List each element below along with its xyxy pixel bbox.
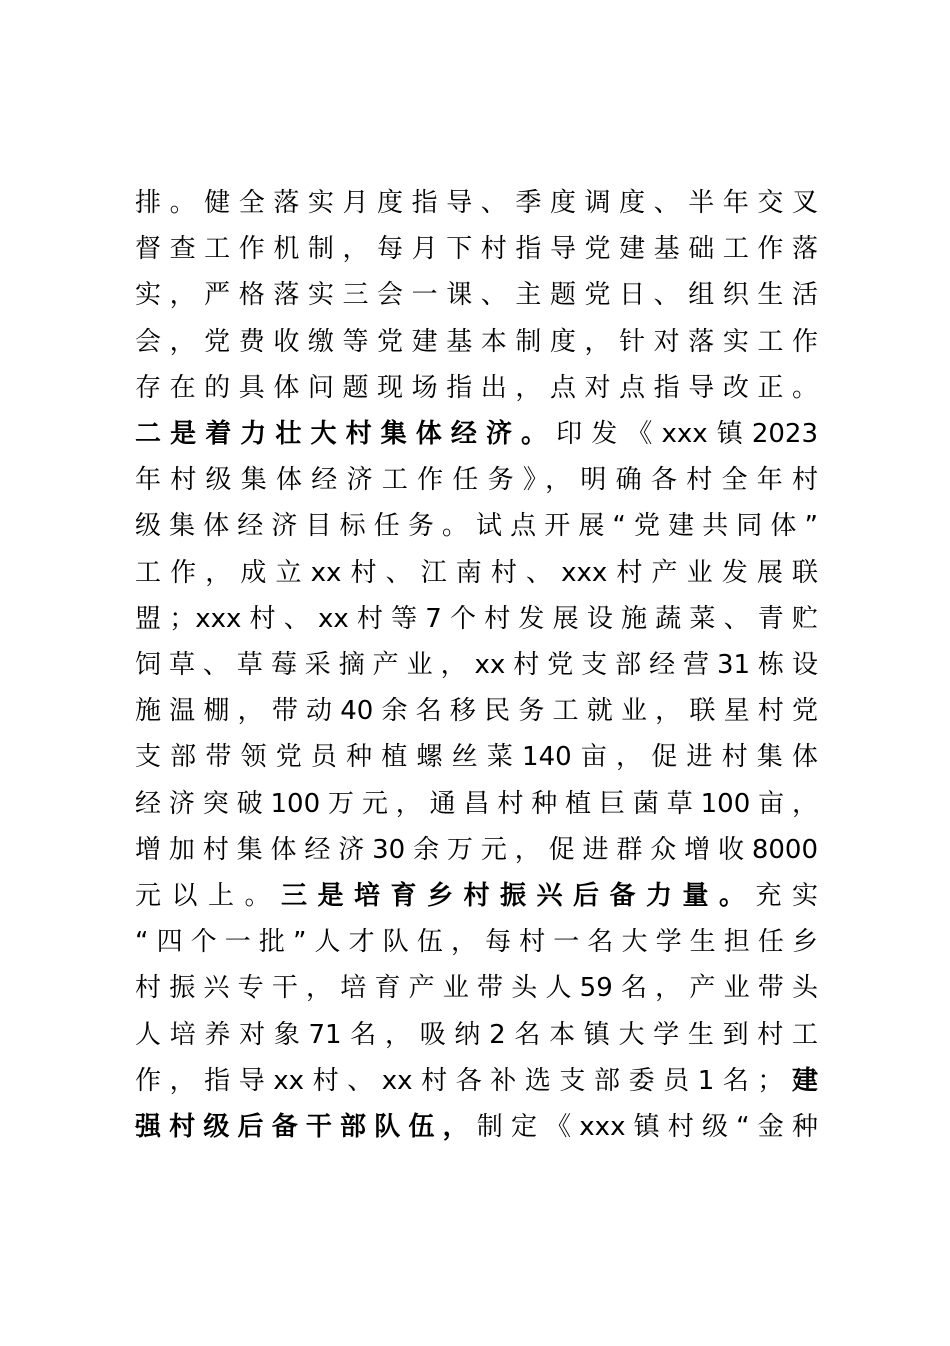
text-line	[135, 1104, 818, 1150]
text-segment: 工作，成立xx村、江南村、xxx村产业发展联	[135, 557, 818, 588]
text-line	[135, 919, 818, 965]
text-line	[135, 596, 818, 642]
text-segment: 经济突破100万元，通昌村种植巨菌草100亩，	[135, 788, 818, 819]
text-segment: 级集体经济目标任务。试点开展“党建共同体”	[135, 511, 818, 542]
text-line	[135, 1058, 818, 1104]
bold-text-segment: 建	[783, 1065, 818, 1096]
text-segment: 充实	[755, 881, 818, 911]
text-segment: 排。健全落实月度指导、季度调度、半年交叉	[135, 188, 818, 218]
text-line	[135, 1012, 818, 1058]
text-line	[135, 781, 818, 827]
text-segment: 作，指导xx村、xx村各补选支部委员1名；	[135, 1065, 784, 1096]
text-segment: 支部带领党员种植螺丝菜140亩，促进村集体	[135, 742, 818, 773]
text-segment: 元以上。	[135, 881, 281, 911]
text-segment: 会，党费收缴等党建基本制度，针对落实工作	[135, 326, 818, 357]
text-segment: 存在的具体问题现场指出，点对点指导改正。	[135, 372, 818, 403]
text-line	[135, 365, 818, 411]
text-line	[135, 642, 818, 688]
text-segment: “四个一批”人才队伍，每村一名大学生担任乡	[135, 927, 818, 958]
text-segment: 盟；xxx村、xx村等7个村发展设施蔬菜、青贮	[135, 603, 818, 634]
text-line	[135, 411, 818, 457]
text-line	[135, 503, 818, 549]
text-segment: 施温棚，带动40余名移民务工就业，联星村党	[135, 696, 818, 727]
text-line	[135, 226, 818, 272]
text-line	[135, 734, 818, 780]
text-line	[135, 550, 818, 596]
bold-text-segment: 强村级后备干部队伍，	[135, 1112, 477, 1142]
text-line	[135, 180, 818, 226]
text-segment: 村振兴专干，培育产业带头人59名，产业带头	[135, 973, 818, 1004]
text-segment: 增加村集体经济30余万元，促进群众增收8000	[135, 834, 818, 865]
bold-text-segment: 三是培育乡村振兴后备力量。	[281, 881, 756, 911]
text-segment: 督查工作机制，每月下村指导党建基础工作落	[135, 234, 818, 265]
text-segment: 人培养对象71名，吸纳2名本镇大学生到村工	[135, 1019, 818, 1050]
text-line	[135, 873, 818, 919]
text-segment: 制定《xxx镇村级“金种	[476, 1112, 818, 1142]
text-segment: 印发《xxx镇2023	[556, 419, 818, 449]
text-segment: 年村级集体经济工作任务》，明确各村全年村	[135, 465, 818, 496]
text-line	[135, 688, 818, 734]
text-line	[135, 272, 818, 318]
text-segment: 实，严格落实三会一课、主题党日、组织生活	[135, 280, 818, 311]
text-line	[135, 827, 818, 873]
bold-text-segment: 二是着力壮大村集体经济。	[135, 419, 557, 449]
text-segment: 饲草、草莓采摘产业，xx村党支部经营31栋设	[135, 650, 818, 680]
text-line	[135, 319, 818, 365]
text-line	[135, 457, 818, 503]
text-line	[135, 965, 818, 1011]
